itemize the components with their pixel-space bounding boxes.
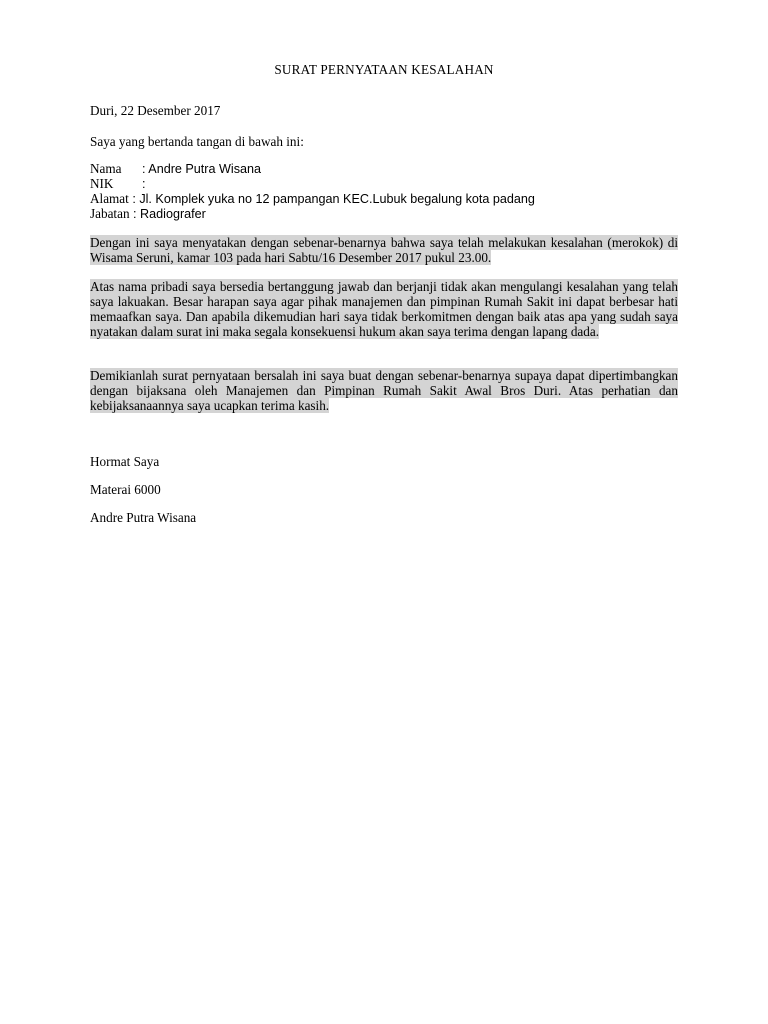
- place-date: Duri, 22 Desember 2017: [90, 103, 221, 118]
- name-value: : Andre Putra Wisana: [142, 162, 262, 176]
- nik-label: NIK: [90, 176, 114, 191]
- identity-address-row: [90, 191, 535, 207]
- stamp-note: Materai 6000: [90, 482, 161, 497]
- paragraph-commitment: [90, 279, 678, 339]
- paragraph-commitment-text: Atas nama pribadi saya bersedia bertanggung jawab dan berjanji tidak akan mengulangi kesalahan yang telah saya lakuakan. Besar harapan saya agar pihak manajemen dan pimpinan Rumah Sakit ini dapat berbesar hati memaafkan saya. Dan apabila dikemudian hari saya tidak berkomitmen dengan baik atas apa yang sudah saya nyatakan dalam surat ini maka segala konsekuensi hukum akan saya terima dengan lapang dada.: [90, 279, 678, 339]
- nik-value: :: [142, 177, 146, 191]
- name-label: Nama: [90, 161, 122, 176]
- signatory-name: Andre Putra Wisana: [90, 510, 197, 525]
- paragraph-statement: [90, 235, 678, 265]
- identity-name-row: [90, 161, 261, 177]
- paragraph-statement-text: Dengan ini saya menyatakan dengan sebenar-benarnya bahwa saya telah melakukan kesalahan (merokok) di Wisama Seruni, kamar 103 pada hari Sabtu/16 Desember 2017 pukul 23.00.: [90, 235, 678, 265]
- letter-title: SURAT PERNYATAAN KESALAHAN: [274, 62, 494, 77]
- paragraph-closing-text: Demikianlah surat pernyataan bersalah ini saya buat dengan sebenar-benarnya supaya dapat dipertimbangkan dengan bijaksana oleh Manajemen dan Pimpinan Rumah Sakit Awal Bros Duri. Atas perhatian dan kebijaksanaannya saya ucapkan terima kasih.: [90, 368, 678, 413]
- intro-text: Saya yang bertanda tangan di bawah ini:: [90, 134, 304, 149]
- address-label: Alamat: [90, 191, 129, 206]
- closing-salutation: Hormat Saya: [90, 454, 160, 469]
- position-value: : Radiografer: [129, 207, 206, 221]
- paragraph-closing: [90, 368, 678, 413]
- identity-position-row: [90, 206, 206, 222]
- address-value: : Jl. Komplek yuka no 12 pampangan KEC.Lubuk begalung kota padang: [128, 192, 535, 206]
- position-label: Jabatan: [90, 206, 130, 221]
- identity-nik-row: [90, 176, 146, 192]
